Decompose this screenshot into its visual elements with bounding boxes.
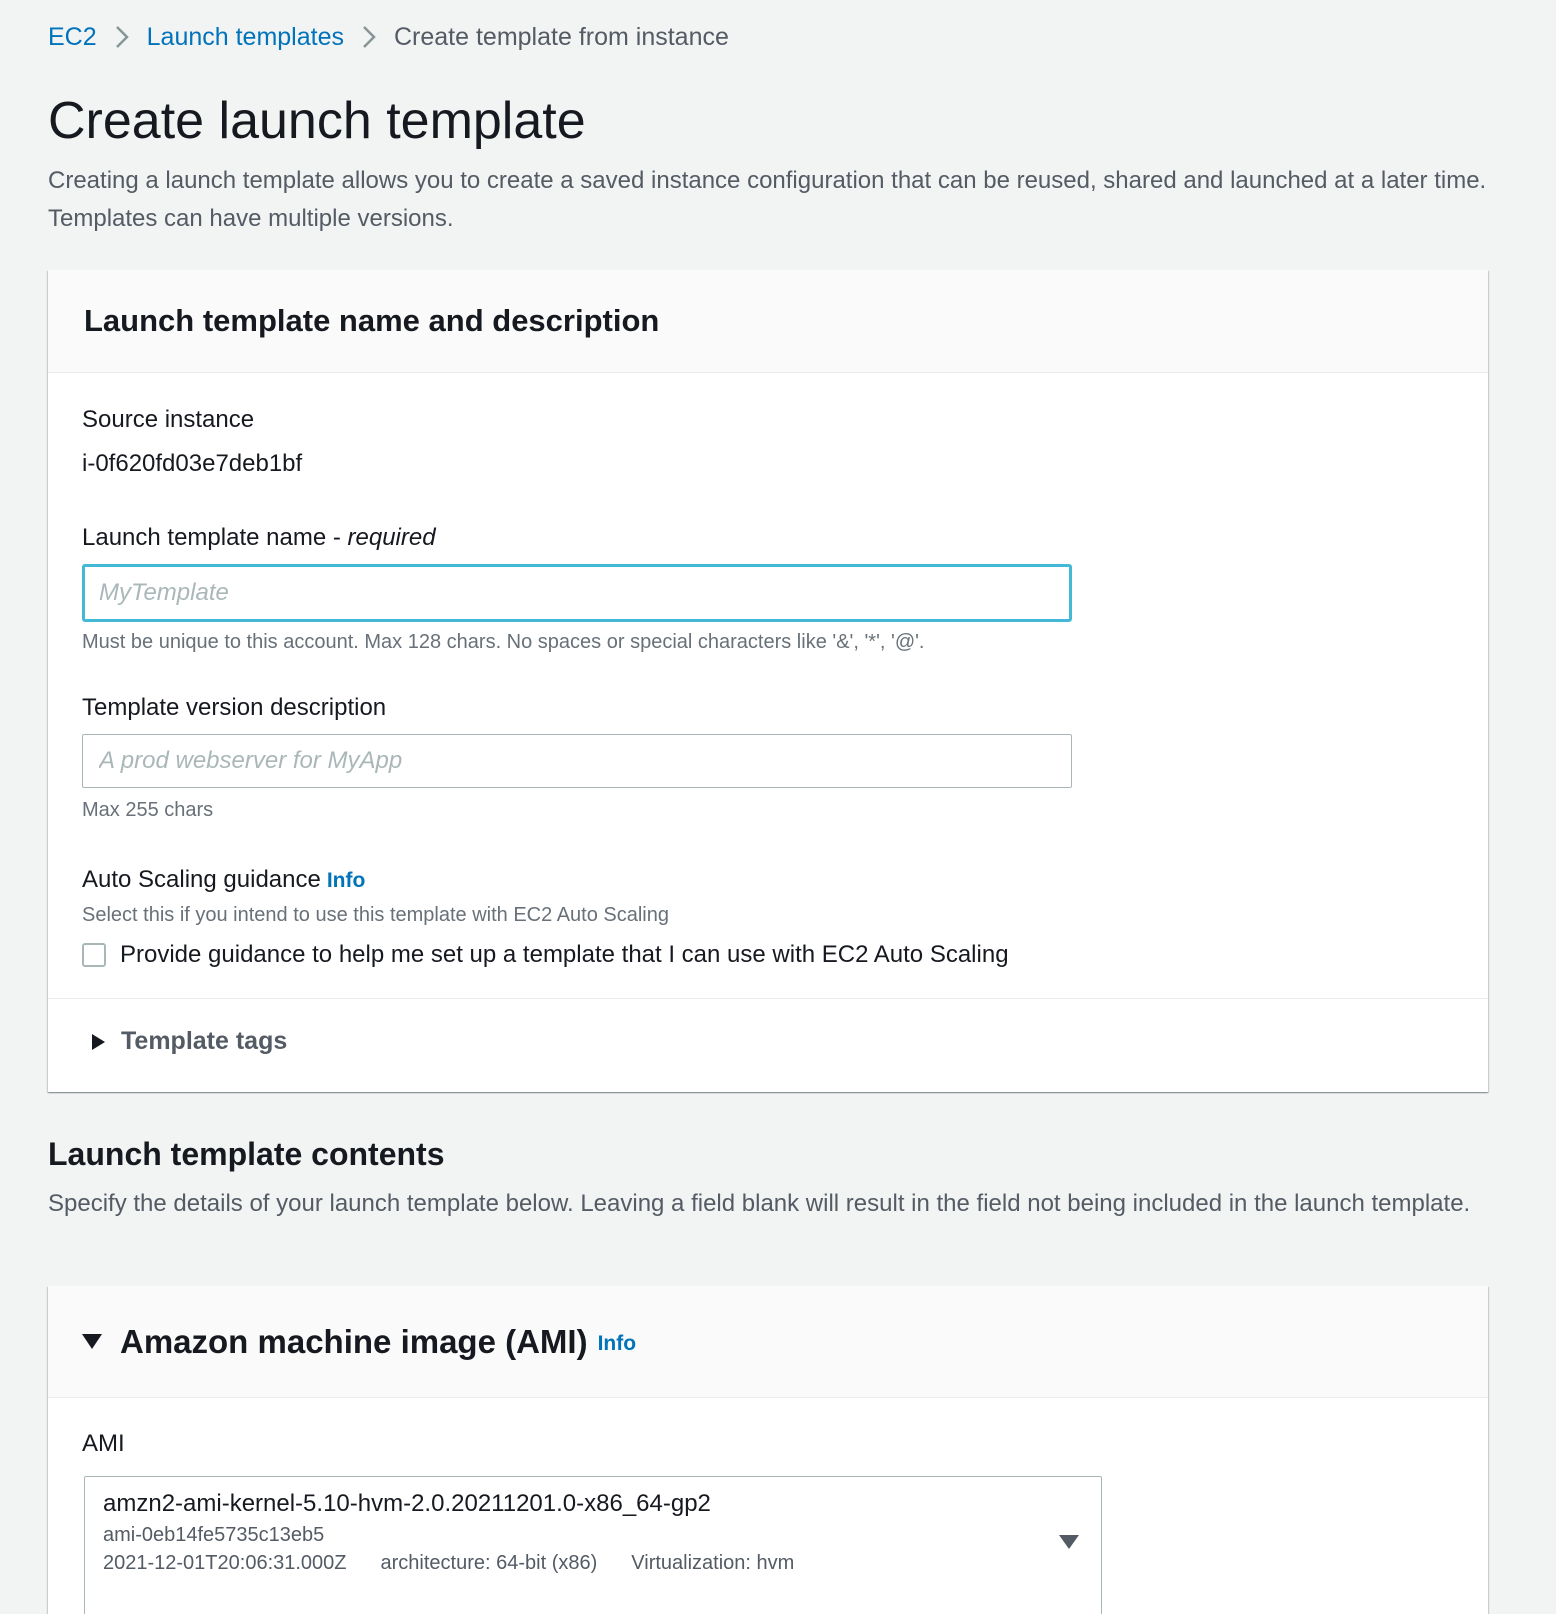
auto-scaling-label (82, 864, 1009, 897)
ami-virtualization: Virtualization: hvm (631, 1552, 795, 1574)
caret-right-icon (92, 1034, 105, 1050)
panel-header (48, 270, 1488, 373)
contents-section-title: Launch template contents (48, 1136, 445, 1172)
auto-scaling-group (82, 864, 1009, 971)
source-instance-label: Source instance (82, 406, 255, 433)
dropdown-caret-icon[interactable] (1059, 1535, 1079, 1549)
ami-select[interactable] (84, 1476, 1102, 1614)
template-name-input[interactable] (82, 564, 1072, 622)
ami-architecture: architecture: 64-bit (x86) (380, 1552, 598, 1574)
auto-scaling-label-text: Auto Scaling guidance (82, 866, 321, 893)
ami-date: 2021-12-01T20:06:31.000Z (103, 1552, 347, 1574)
ami-panel-title: Amazon machine image (AMI) (120, 1322, 588, 1360)
template-tags-label[interactable]: Template tags (121, 1027, 288, 1055)
ami-info-link[interactable]: Info (597, 1331, 637, 1355)
auto-scaling-checkbox-row[interactable] (82, 939, 1009, 971)
breadcrumb-link-ec2[interactable]: EC2 (48, 23, 97, 51)
ami-selected-name: amzn2-ami-kernel-5.10-hvm-2.0.20211201.0-x86_64-gp2 (103, 1490, 711, 1517)
contents-section-description: Specify the details of your launch template below. Leaving a field blank will result in the field not being included in the launch template. (48, 1190, 1471, 1217)
auto-scaling-hint: Select this if you intend to use this template with EC2 Auto Scaling (82, 904, 669, 926)
chevron-right-icon (362, 25, 376, 49)
panel-divider (48, 998, 1488, 999)
breadcrumb-link-launch-templates[interactable]: Launch templates (146, 23, 344, 51)
ami-panel (48, 1286, 1488, 1614)
ami-panel-header[interactable] (48, 1286, 1488, 1398)
source-instance-value: i-0f620fd03e7deb1bf (82, 450, 303, 477)
name-description-panel (48, 270, 1488, 1092)
source-instance-group (82, 404, 302, 480)
ami-selected-meta (103, 1549, 1083, 1577)
panel-title: Launch template name and description (84, 303, 660, 338)
template-description-input[interactable] (82, 734, 1072, 788)
breadcrumb-current: Create template from instance (394, 23, 729, 51)
ami-label: AMI (82, 1430, 125, 1457)
breadcrumb (48, 18, 729, 56)
auto-scaling-info-link[interactable]: Info (326, 869, 366, 892)
ami-selected-id: ami-0eb14fe5735c13eb5 (103, 1524, 325, 1546)
template-name-label (82, 522, 1072, 554)
template-name-group (82, 522, 1072, 656)
template-tags-expander[interactable] (92, 1027, 287, 1056)
caret-down-icon (82, 1334, 102, 1349)
template-description-group (82, 692, 1072, 824)
chevron-right-icon (115, 25, 129, 49)
page-description: Creating a launch template allows you to create a saved instance configuration that can be reused, shared and launched at a later time. Templates can have multiple versions. (48, 167, 1487, 232)
auto-scaling-checkbox[interactable] (82, 943, 106, 967)
template-name-hint: Must be unique to this account. Max 128 chars. No spaces or special characters like '&', '*', '@'. (82, 631, 925, 653)
page-title: Create launch template (48, 92, 586, 150)
template-description-label: Template version description (82, 694, 387, 721)
required-marker: required (347, 524, 436, 551)
template-description-hint: Max 255 chars (82, 799, 214, 821)
template-name-label-text: Launch template name - (82, 524, 348, 551)
auto-scaling-checkbox-label[interactable]: Provide guidance to help me set up a template that I can use with EC2 Auto Scaling (120, 941, 1009, 968)
